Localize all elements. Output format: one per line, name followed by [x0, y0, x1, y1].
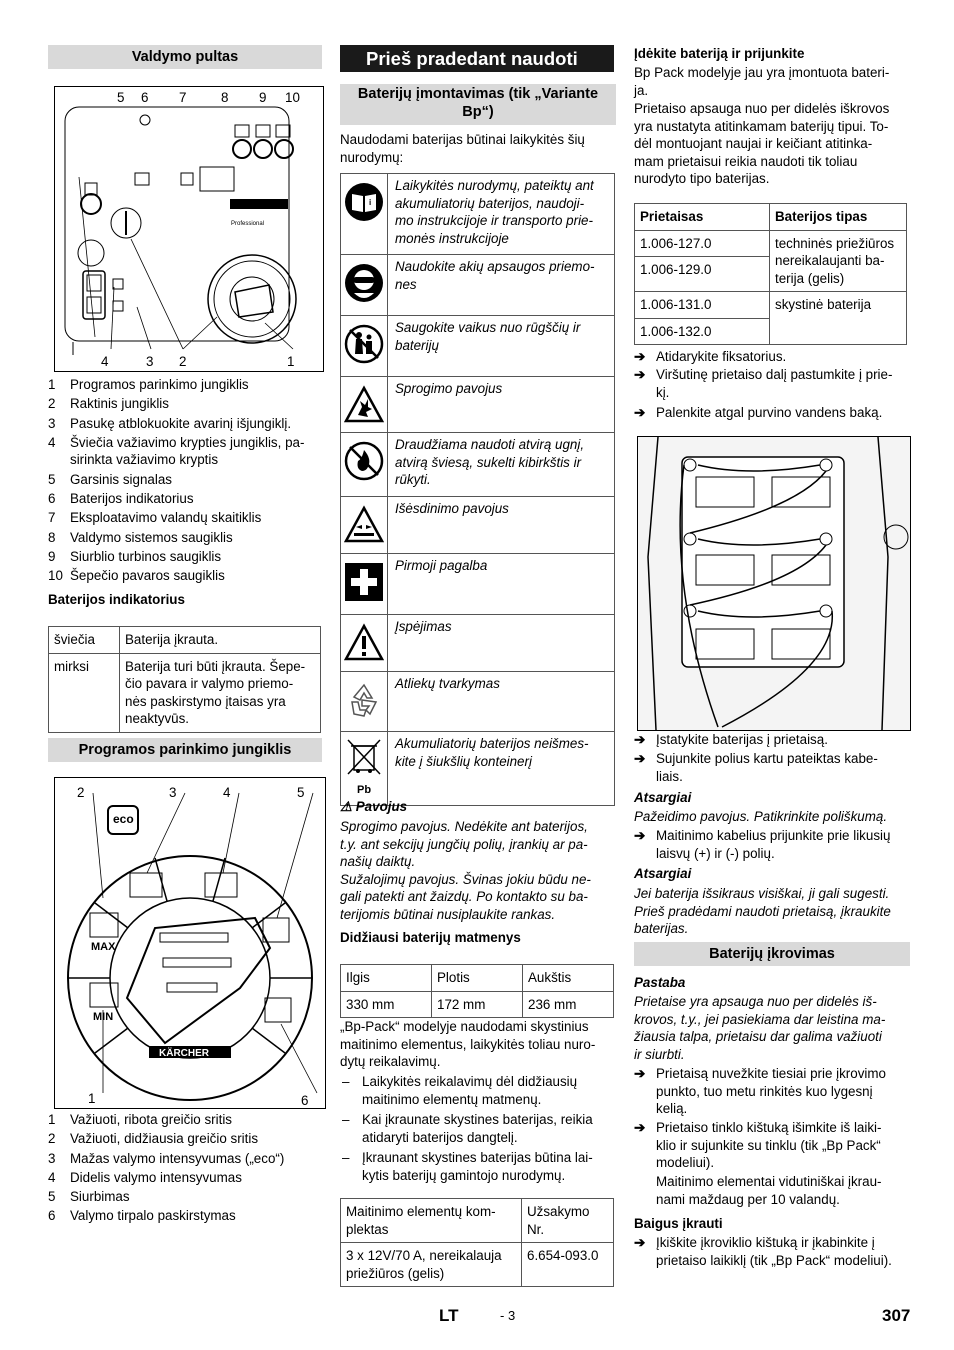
section-heading: Valdymo pultas — [48, 45, 322, 69]
section-heading: Programos parinkimo jungiklis — [48, 738, 322, 762]
insert-battery-heading: Įdėkite bateriją ir prijunkite — [634, 46, 805, 61]
callout-number: 5 — [117, 90, 125, 105]
symbol-text: Įspėjimas — [395, 619, 452, 634]
control-list: 1 Programos parinkimo jungiklis 2 Raktinis jungiklis 3 Pasukę atblokuokite avarinį išjungiklį. 4 Šviečia važiavimo krypties jungiklis, pa- sirinkta važiavimo kryptis 5 Garsinis signalas 6 Baterijos indikatorius 7 Eksploatavimo valandų skaitiklis 8 Valdymo sistemos saugiklis 9 Siurblio turbinos saugiklis 10 Šepečio pavaros saugiklis — [48, 377, 305, 584]
explosion-icon — [344, 385, 384, 430]
callout-number: 4 — [223, 785, 231, 800]
footer-page-number: 307 — [882, 1306, 911, 1325]
symbol-text: Naudokite akių apsaugos priemo- nes — [395, 259, 595, 292]
footer-language: LT — [439, 1306, 459, 1325]
device-battery-table: Prietaisas Baterijos tipas 1.006-127.0 techninės priežiūros nereikalaujanti ba- terija (gelis) 1.006-129.0 1.006-131.0 skystinė baterija 1.006-132.0 — [634, 203, 907, 345]
callout-number: 2 — [77, 785, 85, 800]
symbol-row — [341, 174, 614, 254]
steps-4: ➔ Prietaisą nuvežkite tiesiai prie įkrovimo punkto, tuo metu rinkitės kuo lygesnį kelią. ➔ Prietaiso tinklo kištuką išimkite iš laiki- klio ir sujunkite su tinklu (tik „Bp Pack“ modeliui). — [634, 1066, 886, 1170]
symbol-row — [341, 254, 614, 315]
program-selector-figure — [54, 777, 326, 1109]
callout-number: 1 — [287, 354, 295, 369]
requirements-list: – Laikykitės reikalavimų dėl didžiausių maitinimo elementų matmenų. – Kai įkraunate skystines baterijas, reikia atidaryti baterijos dangtelį. – Įkraunant skystines baterijas būtina lai- kytis baterijų gamintojo nurodymų. — [342, 1074, 593, 1183]
symbol-row — [341, 553, 614, 614]
program-list: 1 Važiuoti, ribota greičio sritis 2 Važiuoti, didžiausia greičio sritis 3 Mažas valymo intensyvumas („eco“) 4 Didelis valymo intensyvumas 5 Siurbimas 6 Valymo tirpalo paskirstymas — [48, 1112, 285, 1224]
danger-heading: ⚠ Pavojus — [340, 799, 408, 814]
symbol-text: Sprogimo pavojus — [395, 381, 503, 396]
paragraph: Maitinimo elementai vidutiniškai įkrau- nami maždaug per 10 valandų. — [656, 1174, 882, 1207]
symbol-text: Akumuliatorių baterijos neišmes- kite į šiukšlių konteinerį — [395, 736, 589, 769]
symbol-row — [341, 671, 614, 731]
children-icon — [344, 324, 384, 369]
note-text: Prietaise yra apsauga nuo per didelės iš- krovos, t.y., jei pasiekiama dar leistina ma- žiausia talpa, prietaisu dar galima važiuoti ir siurbti. — [634, 994, 886, 1062]
battery-compartment-drawing — [638, 437, 910, 730]
callout-number: 2 — [179, 354, 187, 369]
callout-number: 7 — [179, 90, 187, 105]
callout-number: 5 — [297, 785, 305, 800]
order-table: Maitinimo elementų kom- plektas Užsakymo Nr. 3 x 12V/70 A, nereikalauja priežiūros (gelis) 6.654-093.0 — [340, 1198, 614, 1287]
section-heading: Baterijų įmontavimas (tik „Variante Bp“) — [340, 84, 616, 125]
caution-heading: Atsargiai — [634, 790, 692, 805]
chapter-heading: Prieš pradedant naudoti — [340, 45, 614, 72]
steps-3: ➔ Maitinimo kabelius prijunkite prie likusių laisvų (+) ir (-) polių. — [634, 828, 891, 861]
callout-number: 10 — [285, 90, 300, 105]
corrosive-icon — [344, 505, 384, 550]
steps-5: ➔ Įkiškite įkroviklio kištuką ir įkabinkite į prietaiso laikiklį (tik „Bp Pack“ modeliui). — [634, 1235, 892, 1268]
symbol-row — [341, 731, 614, 805]
bin-pb-icon — [344, 738, 384, 783]
warning-triangle-icon: ⚠ — [340, 799, 353, 814]
steps-1: ➔ Atidarykite fiksatorius. ➔ Viršutinę prietaiso dalį pastumkite į prie- kį. ➔ Palenkite atgal purvino vandens baką. — [634, 349, 893, 420]
battery-compartment-figure — [637, 436, 911, 731]
intro-text: Naudodami baterijas būtinai laikykitės šių nurodymų: — [340, 132, 585, 165]
pb-label: Pb — [357, 784, 372, 796]
symbol-row — [341, 315, 614, 376]
symbol-row — [341, 614, 614, 671]
svg-text:Professional: Professional — [231, 221, 265, 227]
dimensions-table: Ilgis Plotis Aukštis 330 mm 172 mm 236 mm — [340, 964, 614, 1018]
callout-number: 1 — [88, 1091, 96, 1106]
danger-text: Sprogimo pavojus. Nedėkite ant baterijos, t.y. ant sekcijų jungčių polių, įrankių ar pa- našių daiktų. Sužalojimų pavojus. Švinas jokiu būdu ne- gali patekti ant žaizdų. Po kontakto su ba- terijomis būtinai nusiplaukite rankas. — [340, 819, 591, 922]
battery-indicator-heading: Baterijos indikatorius — [48, 592, 185, 607]
caution-text: Pažeidimo pavojus. Patikrinkite poliškumą. — [634, 809, 888, 824]
symbol-row — [341, 432, 614, 496]
paragraph: Bp Pack modelyje jau yra įmontuota bateri- ja. — [634, 65, 890, 98]
callout-number: 8 — [221, 90, 229, 105]
warning-icon — [344, 623, 384, 668]
brand-logo: KÄRCHER — [159, 1048, 209, 1059]
first-aid-icon — [344, 562, 384, 607]
dimensions-heading: Didžiausi baterijų matmenys — [340, 930, 521, 945]
symbol-text: Laikykitės nurodymų, pateiktų ant akumuliatorių baterijos, naudoji- mo instrukcijoje ir transporto prie- monės instrukcijoje — [395, 178, 594, 246]
symbol-text: Draudžiama naudoti atvirą ugnį, atvirą šviesą, sukelti kibirkštis ir rūkyti. — [395, 437, 585, 487]
symbol-text: Pirmoji pagalba — [395, 558, 488, 573]
paragraph: Prietaiso apsauga nuo per didelės iškrovos yra nustatyta atitinkamam baterijų tipui. To- dėl montuojant naujai ir keičiant atitinka- mam prietaisui reikia naudoti tik toliau nurodyto tipo baterijas. — [634, 101, 890, 186]
callout-number: 6 — [301, 1093, 309, 1108]
goggles-icon — [344, 263, 384, 308]
no-fire-icon — [344, 441, 384, 486]
callout-number: 4 — [101, 354, 109, 369]
symbol-table — [340, 173, 615, 806]
battery-indicator-table: šviečia Baterija įkrauta. mirksi Baterija turi būti įkrauta. Šepe- čio pavara ir valymo priemo- nės paskirstymo įtaisas yra neaktyvūs. — [48, 626, 321, 733]
callout-number: 3 — [169, 785, 177, 800]
callout-number: 9 — [259, 90, 267, 105]
symbol-text: Saugokite vaikus nuo rūgščių ir baterijų — [395, 320, 581, 353]
note-heading: Pastaba — [634, 975, 686, 990]
footer-section-page: - 3 — [500, 1308, 516, 1323]
section-heading: Baterijų įkrovimas — [634, 942, 910, 966]
book-icon — [344, 182, 384, 227]
min-label: MIN — [93, 1011, 114, 1023]
symbol-text: Atliekų tvarkymas — [395, 676, 500, 691]
control-panel-figure — [54, 86, 324, 372]
callout-number: 3 — [146, 354, 154, 369]
caution-text: Jei baterija išsikraus visiškai, ji gali sugesti. Prieš pradėdami naudoti prietaisą, įkraukite baterijas. — [634, 886, 891, 936]
steps-2: ➔ Įstatykite baterijas į prietaisą. ➔ Sujunkite polius kartu pateiktas kabe- liais. — [634, 732, 878, 784]
caution-heading: Atsargiai — [634, 866, 692, 881]
symbol-text: Išėsdinimo pavojus — [395, 501, 509, 516]
callout-number: 6 — [141, 90, 149, 105]
symbol-row — [341, 496, 614, 553]
eco-label: eco — [113, 812, 134, 826]
recycle-icon — [344, 680, 384, 725]
svg-text:i: i — [369, 198, 372, 207]
done-charging-heading: Baigus įkrauti — [634, 1216, 723, 1231]
control-panel-drawing — [55, 87, 323, 371]
symbol-row — [341, 376, 614, 432]
max-label: MAX — [91, 941, 116, 953]
bp-pack-text: „Bp-Pack“ modelyje naudodami skystinius maitinimo elementus, laikykitės toliau nuro- dytų reikalavimų. — [340, 1019, 596, 1069]
